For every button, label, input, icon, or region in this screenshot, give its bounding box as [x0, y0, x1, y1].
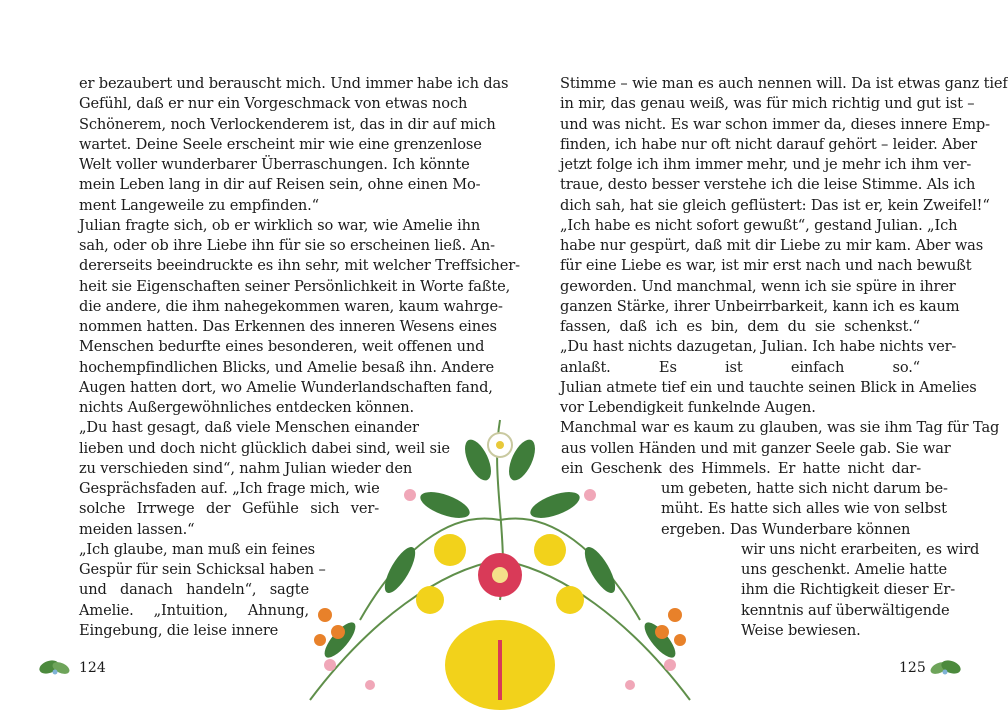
- text-line: Gefühl, daß er nur ein Vorgeschmack von etwas noch: [79, 95, 468, 113]
- text-line: Gespür für sein Schicksal haben –: [79, 561, 326, 578]
- text-line: lieben und doch nicht glücklich dabei sind, weil sie: [79, 439, 450, 457]
- text-line: finden, ich habe nur oft nicht darauf gehört – leider. Aber: [560, 135, 977, 153]
- text-line: hochempfindlichen Blicks, und Amelie besaß ihn. Andere: [79, 358, 494, 376]
- text-line: für eine Liebe es war, ist mir erst nach und nach bewußt: [560, 257, 972, 275]
- text-line: Manchmal war es kaum zu glauben, was sie ihm Tag für Tag: [560, 419, 1000, 437]
- text-line: heit sie Eigenschaften seiner Persönlichkeit in Worte faßte,: [79, 277, 511, 295]
- text-line: und danach handeln“, sagte: [79, 581, 309, 599]
- text-line: Eingebung, die leise innere: [79, 621, 279, 639]
- text-line: dererseits beeindruckte es ihn sehr, mit welcher Treffsicher-: [79, 257, 520, 275]
- text-line: nichts Außergewöhnliches entdecken können.: [79, 399, 415, 416]
- text-line: ihm die Richtigkeit dieser Er-: [741, 581, 956, 599]
- text-line: mein Leben lang in dir auf Reisen sein, ohne einen Mo-: [79, 176, 481, 194]
- text-line: geworden. Und manchmal, wenn ich sie spüre in ihrer: [560, 277, 956, 295]
- text-line: Julian fragte sich, ob er wirklich so war, wie Amelie ihn: [79, 216, 481, 234]
- text-line: fassen, daß ich es bin, dem du sie schenkst.“: [560, 318, 920, 335]
- text-line: und was nicht. Es war schon immer da, dieses innere Emp-: [560, 115, 990, 133]
- text-line: solche Irrwege der Gefühle sich ver-: [79, 500, 379, 518]
- text-line: wartet. Deine Seele erscheint mir wie eine grenzenlose: [79, 135, 482, 153]
- text-line: Gesprächsfaden auf. „Ich frage mich, wie: [79, 480, 380, 497]
- text-line: zu verschieden sind“, nahm Julian wieder den: [79, 459, 413, 477]
- text-line: müht. Es hatte sich alles wie von selbst: [661, 500, 947, 518]
- text-line: meiden lassen.“: [79, 520, 195, 538]
- text-line: ganzen Stärke, ihrer Unbeirrbarkeit, kann ich es kaum: [560, 297, 960, 315]
- floral-ornament-icon: [250, 400, 750, 720]
- text-line: die andere, die ihm nahegekommen waren, kaum wahrge-: [79, 297, 503, 315]
- text-line: in mir, das genau weiß, was für mich richtig und gut ist –: [560, 95, 975, 113]
- text-line: kenntnis auf überwältigende: [741, 601, 950, 619]
- text-line: ergeben. Das Wunderbare können: [661, 520, 911, 538]
- text-line: Weise bewiesen.: [741, 621, 861, 639]
- text-line: „Ich habe es nicht sofort gewußt“, gestand Julian. „Ich: [560, 216, 958, 234]
- leaf-sprig-icon: [928, 656, 962, 678]
- text-line: uns geschenkt. Amelie hatte: [741, 561, 948, 578]
- text-line: sah, oder ob ihre Liebe ihn für sie so erscheinen ließ. An-: [79, 237, 495, 254]
- text-line: dich sah, hat sie gleich geflüstert: Das ist er, kein Zweifel!“: [560, 196, 990, 214]
- text-line: Augen hatten dort, wo Amelie Wunderlandschaften fand,: [79, 378, 493, 396]
- text-line: Schönerem, noch Verlockenderem ist, das in dir auf mich: [79, 115, 496, 133]
- text-line: Welt voller wunderbarer Überraschungen. Ich könnte: [79, 156, 470, 173]
- text-line: Stimme – wie man es auch nennen will. Da ist etwas ganz tief: [560, 75, 1008, 92]
- page-number-left: 124: [79, 660, 106, 676]
- text-line: Julian atmete tief ein und tauchte seinen Blick in Amelies: [560, 378, 977, 396]
- text-line: nommen hatten. Das Erkennen des inneren Wesens eines: [79, 318, 497, 335]
- text-line: er bezaubert und berauscht mich. Und immer habe ich das: [79, 75, 509, 92]
- text-line: traue, desto besser verstehe ich die leise Stimme. Als ich: [560, 176, 976, 194]
- text-line: jetzt folge ich ihm immer mehr, und je mehr ich ihm ver-: [560, 156, 972, 173]
- text-line: Menschen bedurfte eines besonderen, weit offenen und: [79, 338, 485, 356]
- leaf-sprig-icon: [38, 656, 72, 678]
- text-line: anlaßt. Es ist einfach so.“: [560, 358, 920, 376]
- text-line: aus vollen Händen und mit ganzer Seele gab. Sie war: [561, 439, 951, 457]
- text-line: „Du hast gesagt, daß viele Menschen einander: [79, 419, 419, 437]
- text-line: „Ich glaube, man muß ein feines: [79, 540, 316, 558]
- text-line: ment Langeweile zu empfinden.“: [79, 196, 319, 214]
- text-line: um gebeten, hatte sich nicht darum be-: [661, 480, 948, 497]
- page-number-right: 125: [899, 660, 926, 676]
- text-line: ein Geschenk des Himmels. Er hatte nicht dar-: [561, 459, 921, 477]
- text-line: Amelie. „Intuition, Ahnung,: [79, 601, 309, 619]
- text-line: habe nur gespürt, daß mit dir Liebe zu mir kam. Aber was: [560, 237, 984, 254]
- text-line: wir uns nicht erarbeiten, es wird: [741, 540, 980, 558]
- text-line: „Du hast nichts dazugetan, Julian. Ich habe nichts ver-: [560, 338, 957, 356]
- text-line: vor Lebendigkeit funkelnde Augen.: [560, 399, 816, 416]
